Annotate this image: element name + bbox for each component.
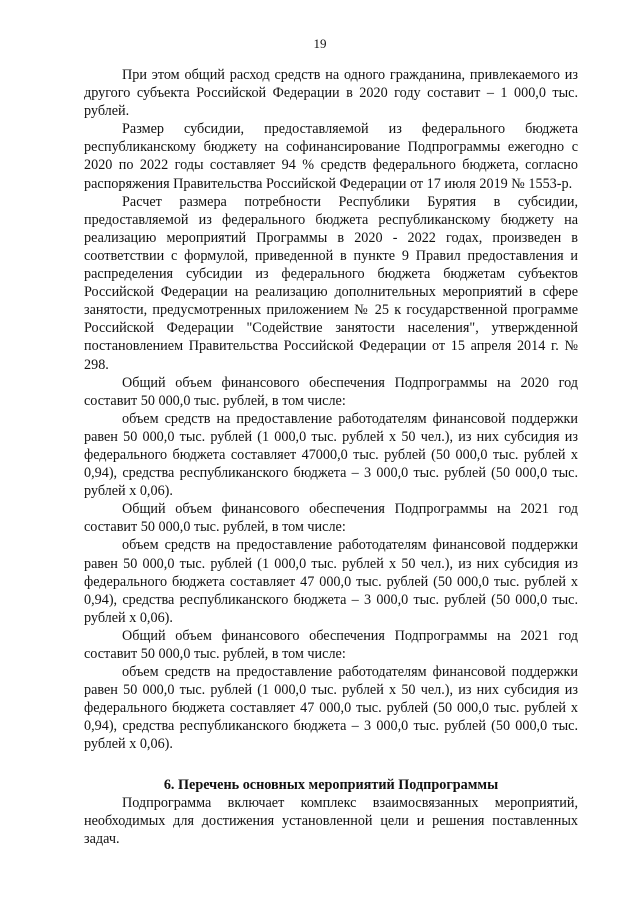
- paragraph-subsidy-size: Размер субсидии, предоставляемой из федерального бюджета республиканскому бюджету на софинансирование Подпрограммы ежегодно с 2020 по 2022 годы составляет 94 % средств федерального бюджета, согласно распоряжения Правительства Российской Федерации от 17 июля 2019 № 1553-р.: [84, 121, 578, 192]
- paragraph-expense-per-citizen: При этом общий расход средств на одного гражданина, привлекаемого из другого субъекта Российской Федерации в 2020 году составит – 1 000,0 тыс. рублей.: [84, 67, 578, 120]
- paragraph-funding-2020-details: объем средств на предоставление работодателям финансовой поддержки равен 50 000,0 тыс. рублей (1 000,0 тыс. рублей х 50 чел.), из них субсидия из федерального бюджета составляет 47000,0 тыс. рублей (50 000,0 тыс. рублей х 0,94), средства республиканского бюджета – 3 000,0 тыс. рублей (50 000,0 тыс. рублей х 0,06).: [84, 410, 578, 500]
- paragraph-section-intro: Подпрограмма включает комплекс взаимосвязанных мероприятий, необходимых для достижения установленной цели и решения поставленных задач.: [84, 794, 578, 847]
- section-heading: 6. Перечень основных мероприятий Подпрограммы: [163, 776, 499, 793]
- paragraph-funding-2021-repeat-details: объем средств на предоставление работодателям финансовой поддержки равен 50 000,0 тыс. рублей (1 000,0 тыс. рублей х 50 чел.), из них субсидия из федерального бюджета составляет 47 000,0 тыс. рублей (50 000,0 тыс. рублей х 0,94), средства республиканского бюджета – 3 000,0 тыс. рублей (50 000,0 тыс. рублей х 0,06).: [84, 664, 578, 753]
- paragraph-funding-2020: Общий объем финансового обеспечения Подпрограммы на 2020 год составит 50 000,0 тыс. рублей, в том числе:: [84, 374, 578, 409]
- paragraph-funding-2021: Общий объем финансового обеспечения Подпрограммы на 2021 год составит 50 000,0 тыс. рублей, в том числе:: [84, 501, 578, 536]
- paragraph-need-calculation: Расчет размера потребности Республики Бурятия в субсидии, предоставляемой из федерального бюджета республиканскому бюджету на реализацию мероприятий Программы в 2020 - 2022 годах, произведен в соответствии с формулой, приведенной в пункте 9 Правил предоставления и распределения субсидии из федерального бюджета бюджетам субъектов Российской Федерации на реализацию дополнительных мероприятий в сфере занятости, предусмотренных приложением № 25 к государственной программе Российской Федерации "Содействие занятости населения", утвержденной постановлением Правительства Российской Федерации от 15 апреля 2014 г. № 298.: [84, 193, 578, 373]
- document-body: [84, 66, 578, 848]
- page-number: 19: [313, 36, 327, 51]
- paragraph-funding-2021-repeat: Общий объем финансового обеспечения Подпрограммы на 2021 год составит 50 000,0 тыс. рублей, в том числе:: [84, 627, 578, 662]
- paragraph-funding-2021-details: объем средств на предоставление работодателям финансовой поддержки равен 50 000,0 тыс. рублей (1 000,0 тыс. рублей х 50 чел.), из них субсидия из федерального бюджета составляет 47 000,0 тыс. рублей (50 000,0 тыс. рублей х 0,94), средства республиканского бюджета – 3 000,0 тыс. рублей (50 000,0 тыс. рублей х 0,06).: [84, 537, 578, 626]
